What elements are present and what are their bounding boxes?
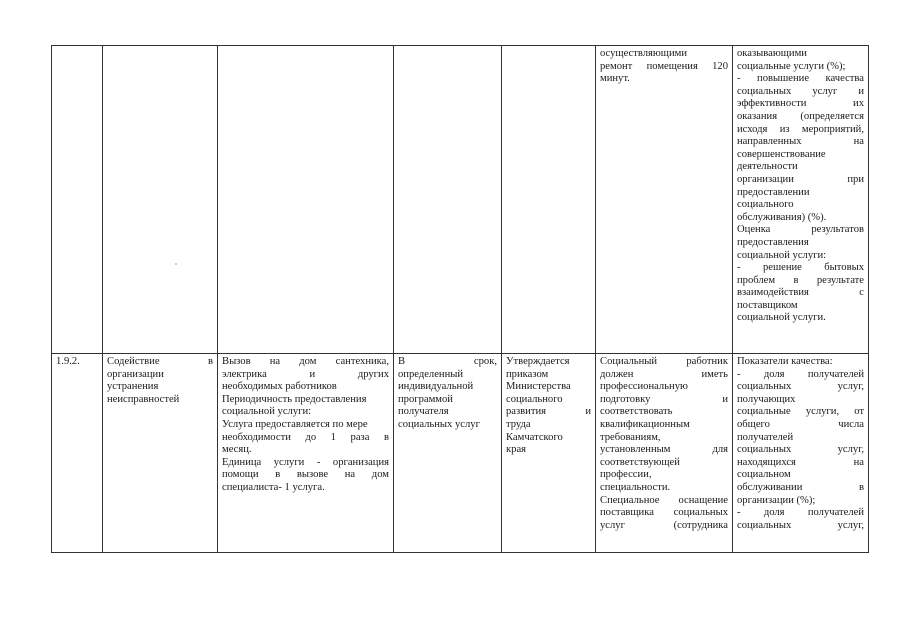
cell-service-name <box>103 46 218 354</box>
text-line: развития и <box>506 406 591 418</box>
text-line: социальные услуги (%); <box>737 60 846 72</box>
text-line: социальной услуги: <box>737 249 827 261</box>
text-line: оказывающими <box>737 48 807 59</box>
text-line: Услуга предоставляется по мере <box>222 418 368 430</box>
cell-service-description <box>218 46 394 354</box>
cell-term <box>394 354 502 553</box>
text-line: минут. <box>600 73 630 85</box>
text-line: Оценка результатов <box>737 224 864 236</box>
table-row <box>52 46 869 354</box>
text-line: Периодичность предоставления <box>222 393 367 405</box>
text-line: оказания (определяется <box>737 110 864 122</box>
text-line: эффективности их <box>737 98 864 110</box>
cell-service-name <box>103 354 218 553</box>
text-line: Министерства <box>506 381 571 393</box>
text-line: - повышение качества <box>737 73 864 85</box>
text-line: индивидуальной <box>398 381 474 393</box>
text-line: получающих <box>737 393 796 405</box>
text-line: социальных услуг, <box>737 381 864 393</box>
text-line: Вызов на дом сантехника, <box>222 356 389 367</box>
text-line: обслуживания) (%). <box>737 211 827 223</box>
text-line: социальной услуги. <box>737 312 826 324</box>
text-line: электрика и других <box>222 368 389 380</box>
text-line: - доля получателей <box>737 368 864 380</box>
text-line: края <box>506 444 527 456</box>
text-line: находящихся на <box>737 456 864 468</box>
text-line: необходимости до 1 раза в <box>222 431 389 443</box>
cell-number <box>52 354 103 553</box>
cell-conditions <box>596 46 733 354</box>
text-line: необходимых работников <box>222 381 337 393</box>
text-line: социальные услуги, от <box>737 406 864 418</box>
text-line: - доля получателей <box>737 507 864 519</box>
text-line: определенный <box>398 368 464 380</box>
text-line: требованиям, <box>600 431 661 443</box>
text-line: - решение бытовых <box>737 262 864 274</box>
text-line: направленных на <box>737 136 864 148</box>
text-line: общего числа <box>737 418 864 430</box>
text-line: социальных услуг, <box>737 519 864 531</box>
text-line: устранения <box>107 381 159 393</box>
item-number: 1.9.2. <box>56 356 80 367</box>
text-line: поставщиком <box>737 299 798 311</box>
text-line: услуг (сотрудника <box>600 519 728 531</box>
text-line: Утверждается <box>506 356 570 367</box>
text-line: исходя из мероприятий, <box>737 123 864 135</box>
cell-tariff <box>502 354 596 553</box>
text-line: должен иметь <box>600 368 728 380</box>
text-line: месяц. <box>222 444 252 456</box>
text-line: социального <box>506 393 563 405</box>
table-row <box>52 354 869 553</box>
text-line: поставщика социальных <box>600 507 728 519</box>
text-line: профессиональную <box>600 381 688 393</box>
cell-indicators <box>733 46 869 354</box>
text-line: Содействие в <box>107 356 213 367</box>
text-line: предоставлении <box>737 186 810 198</box>
text-line: социальном <box>737 469 791 481</box>
services-table <box>51 45 869 553</box>
text-line: труда <box>506 418 531 430</box>
text-line: профессии, <box>600 469 652 481</box>
text-line: социальных услуг, <box>737 444 864 456</box>
text-line: неисправностей <box>107 393 180 405</box>
text-line: подготовку и <box>600 393 728 405</box>
text-line: взаимодействия с <box>737 287 864 299</box>
text-line: специалиста- 1 услуга. <box>222 481 325 493</box>
cell-service-description <box>218 354 394 553</box>
text-line: осуществляющими <box>600 48 688 59</box>
text-line: квалификационным <box>600 418 690 430</box>
text-line: социальных услуг и <box>737 85 864 97</box>
text-line: организации (%); <box>737 494 816 506</box>
text-line: соответствовать <box>600 406 673 418</box>
text-line: Показатели качества: <box>737 356 833 367</box>
text-line: Социальный работник <box>600 356 728 367</box>
cell-conditions <box>596 354 733 553</box>
cell-tariff <box>502 46 596 354</box>
text-line: получателя <box>398 406 449 418</box>
text-line: социального <box>737 199 794 211</box>
cell-term <box>394 46 502 354</box>
text-line: соответствующей <box>600 456 680 468</box>
text-line: организации при <box>737 173 864 185</box>
text-line: социальных услуг <box>398 418 480 430</box>
text-line: помощи в вызове на дом <box>222 469 389 481</box>
text-line: приказом <box>506 368 549 380</box>
text-line: деятельности <box>737 161 798 173</box>
cell-number <box>52 46 103 354</box>
text-line: В срок, <box>398 356 497 367</box>
text-line: программой <box>398 393 453 405</box>
text-line: Единица услуги - организация <box>222 456 389 468</box>
text-line: получателей <box>737 431 794 443</box>
text-line: специальности. <box>600 481 671 493</box>
text-line: ремонт помещения 120 <box>600 60 728 72</box>
text-line: социальной услуги: <box>222 406 312 418</box>
text-line: установленным для <box>600 444 728 456</box>
text-line: Камчатского <box>506 431 563 443</box>
text-line: Специальное оснащение <box>600 494 728 506</box>
text-line: организации <box>107 368 164 380</box>
text-line: обслуживании в <box>737 481 864 493</box>
text-line: проблем в результате <box>737 274 864 286</box>
text-line: предоставления <box>737 236 809 248</box>
cell-indicators <box>733 354 869 553</box>
text-line: совершенствование <box>737 148 826 160</box>
